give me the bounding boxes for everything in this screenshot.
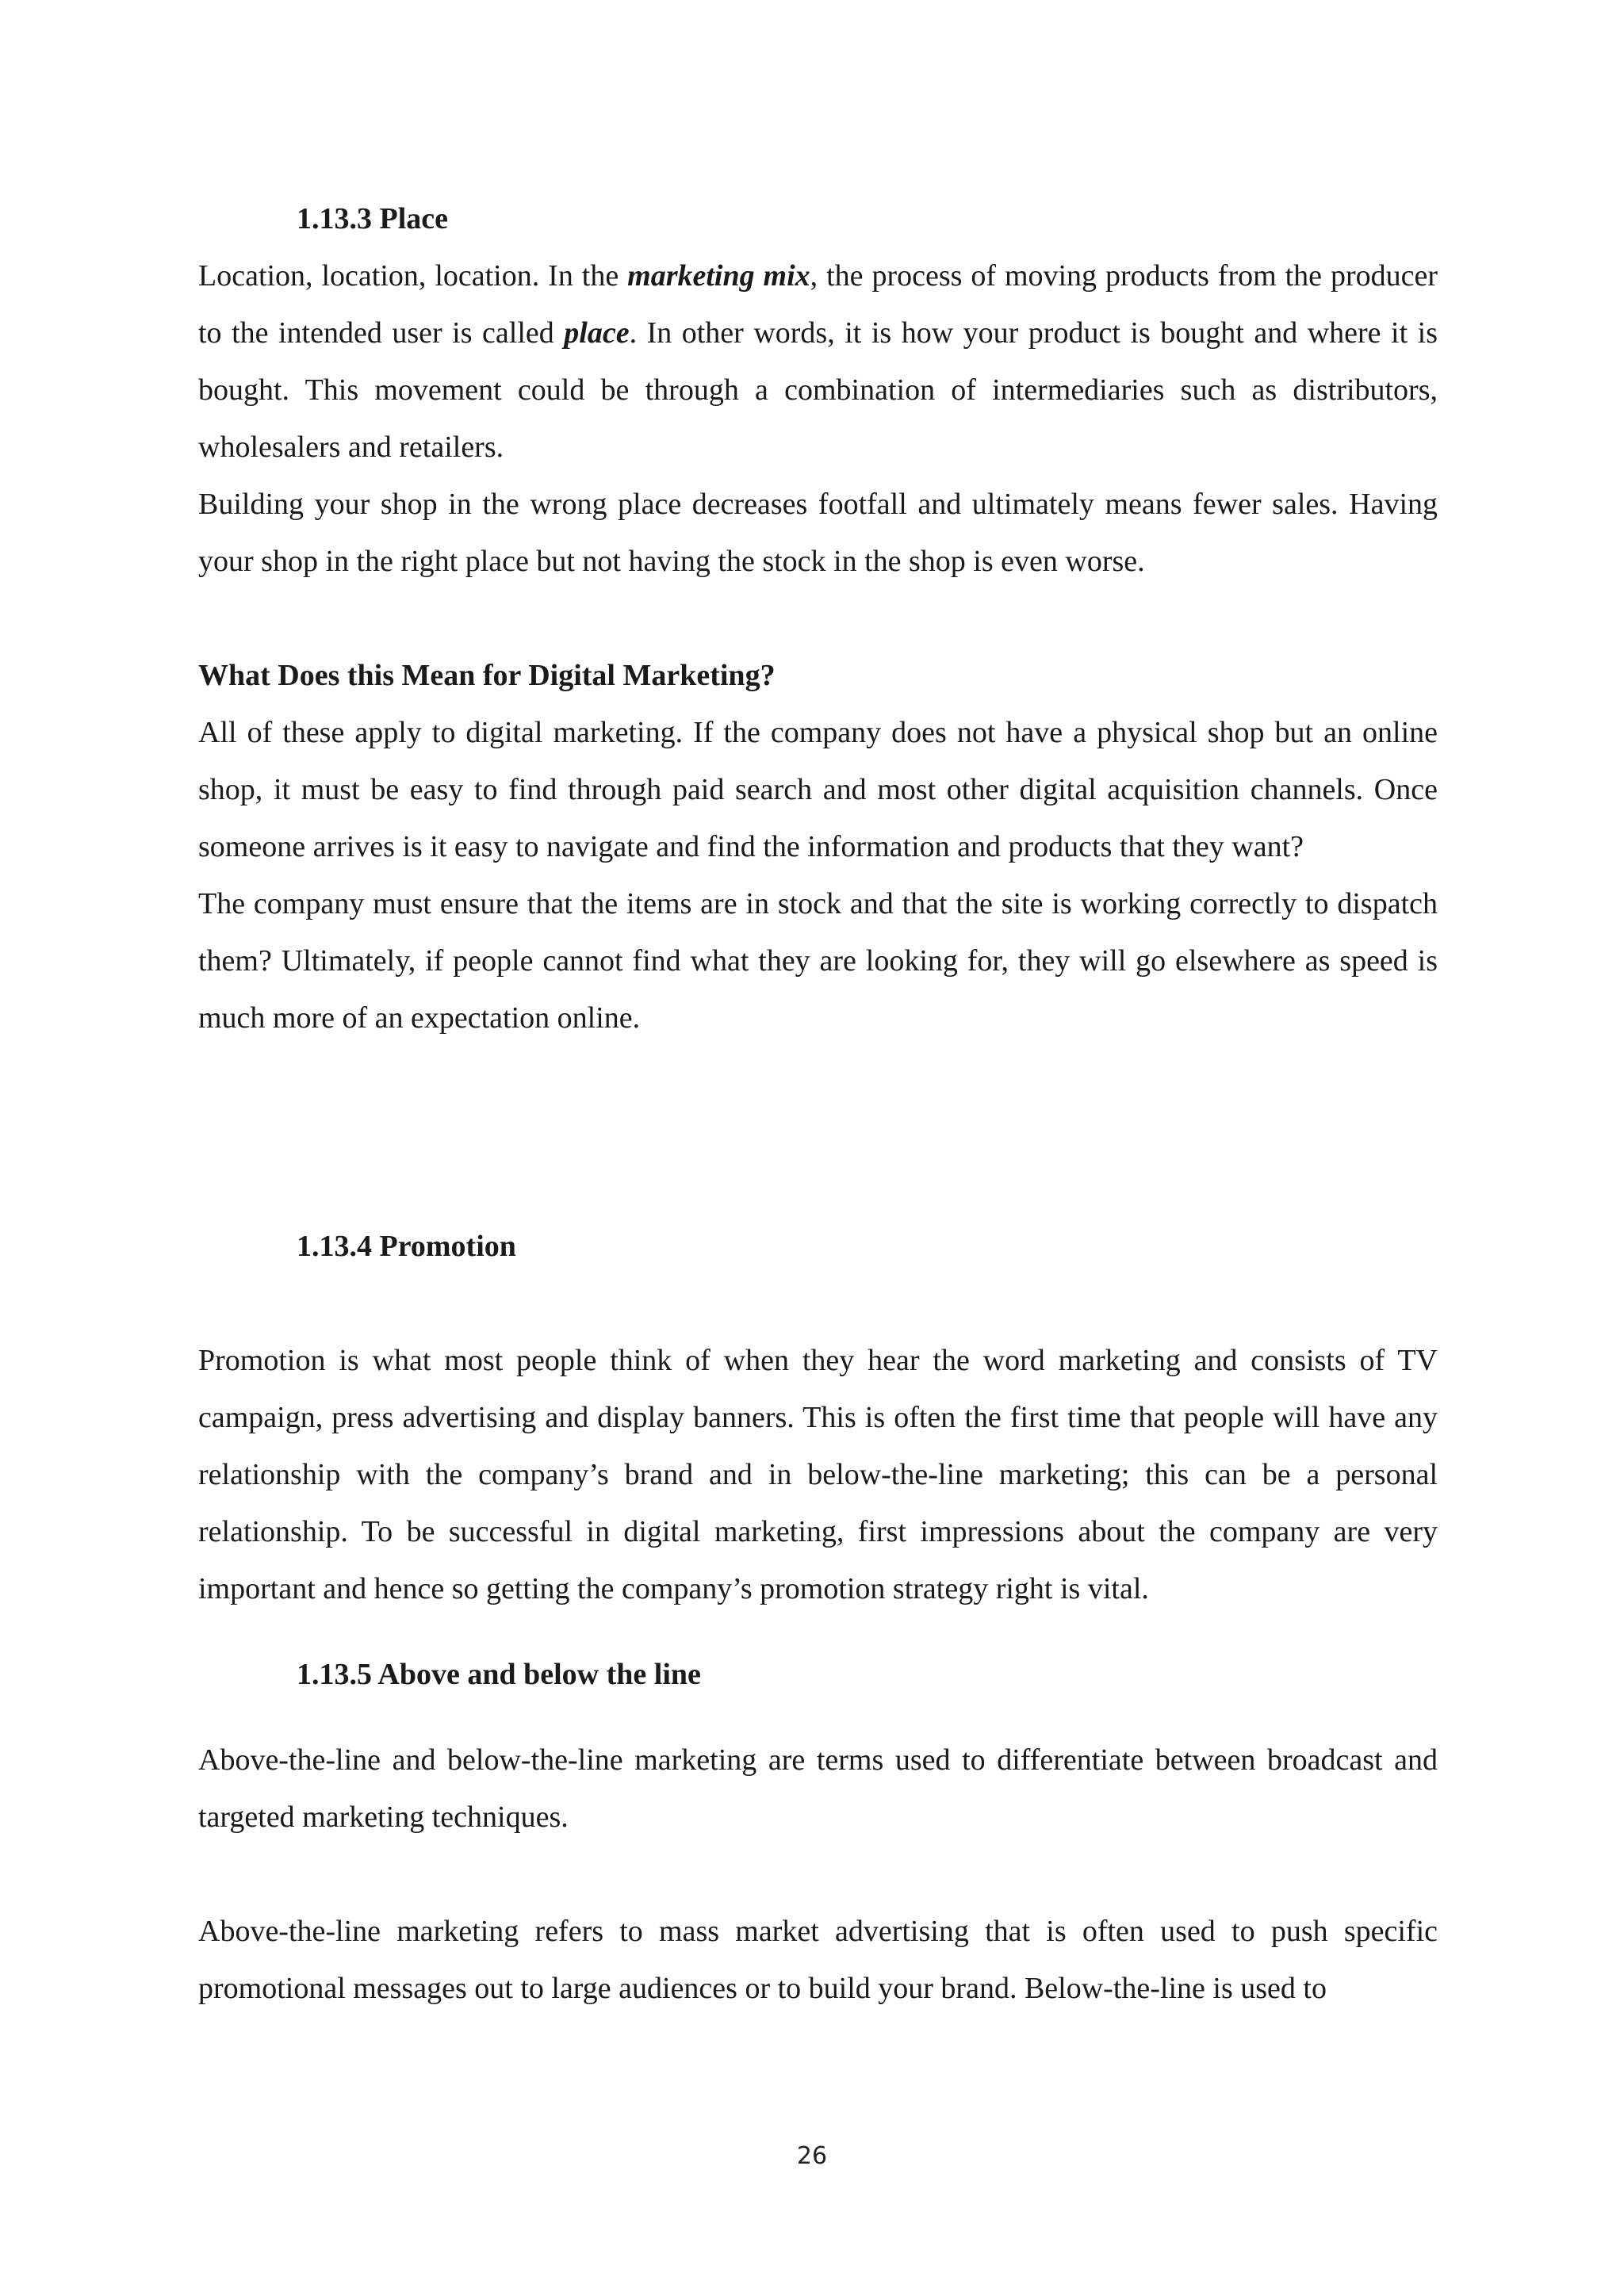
paragraph-digital-2: The company must ensure that the items are in stock and that the site is working correctly to dispatch them? Ultimately, if people cannot find what they are looking for, they will go elsewhere as speed is much more of an expectation online.	[198, 887, 1438, 1035]
paragraph-line-2: Above-the-line marketing refers to mass market advertising that is often used to push specific promotional messages out to large audiences or to build your brand. Below-the-line is used to	[198, 1915, 1438, 2005]
paragraph-place-1: Location, location, location. In the marketing mix, the process of moving products from the producer to the intended user is called place. In other words, it is how your product is bought and where it is bought. This movement could be through a combination of intermediaries such as distributors, wholesalers and retailers.	[198, 259, 1438, 464]
spacer	[198, 590, 1438, 647]
paragraph-digital-1: All of these apply to digital marketing. If the company does not have a physical shop but an online shop, it must be easy to find through paid search and most other digital acquisition channels. Once someone arrives is it easy to navigate and find the information and products that they want?	[198, 716, 1438, 863]
page-content	[198, 190, 1438, 2017]
term-place: place	[564, 316, 630, 350]
heading-promotion: 1.13.4 Promotion	[297, 1230, 516, 1263]
paragraph-place-2: Building your shop in the wrong place decreases footfall and ultimately means fewer sales. Having your shop in the right place but not having the stock in the shop is even worse.	[198, 488, 1438, 578]
term-marketing-mix: marketing mix	[627, 259, 810, 293]
paragraph-line-1: Above-the-line and below-the-line marketing are terms used to differentiate between broadcast and targeted marketing techniques.	[198, 1743, 1438, 1834]
paragraph-promotion-1: Promotion is what most people think of when they hear the word marketing and consists of TV campaign, press advertising and display banners. This is often the first time that people will have any relationship with the company’s brand and in below-the-line marketing; this can be a personal relationship. To be successful in digital marketing, first impressions about the company are very important and hence so getting the company’s promotion strategy right is vital.	[198, 1344, 1438, 1605]
spacer	[198, 1275, 1438, 1332]
heading-place: 1.13.3 Place	[297, 202, 449, 235]
heading-above-below-line: 1.13.5 Above and below the line	[297, 1658, 701, 1691]
spacer	[198, 1047, 1438, 1218]
page-number: 26	[796, 2142, 828, 2170]
heading-digital-marketing: What Does this Mean for Digital Marketing?	[198, 659, 776, 692]
spacer	[198, 1703, 1438, 1732]
spacer	[198, 1617, 1438, 1646]
spacer	[198, 1846, 1438, 1903]
